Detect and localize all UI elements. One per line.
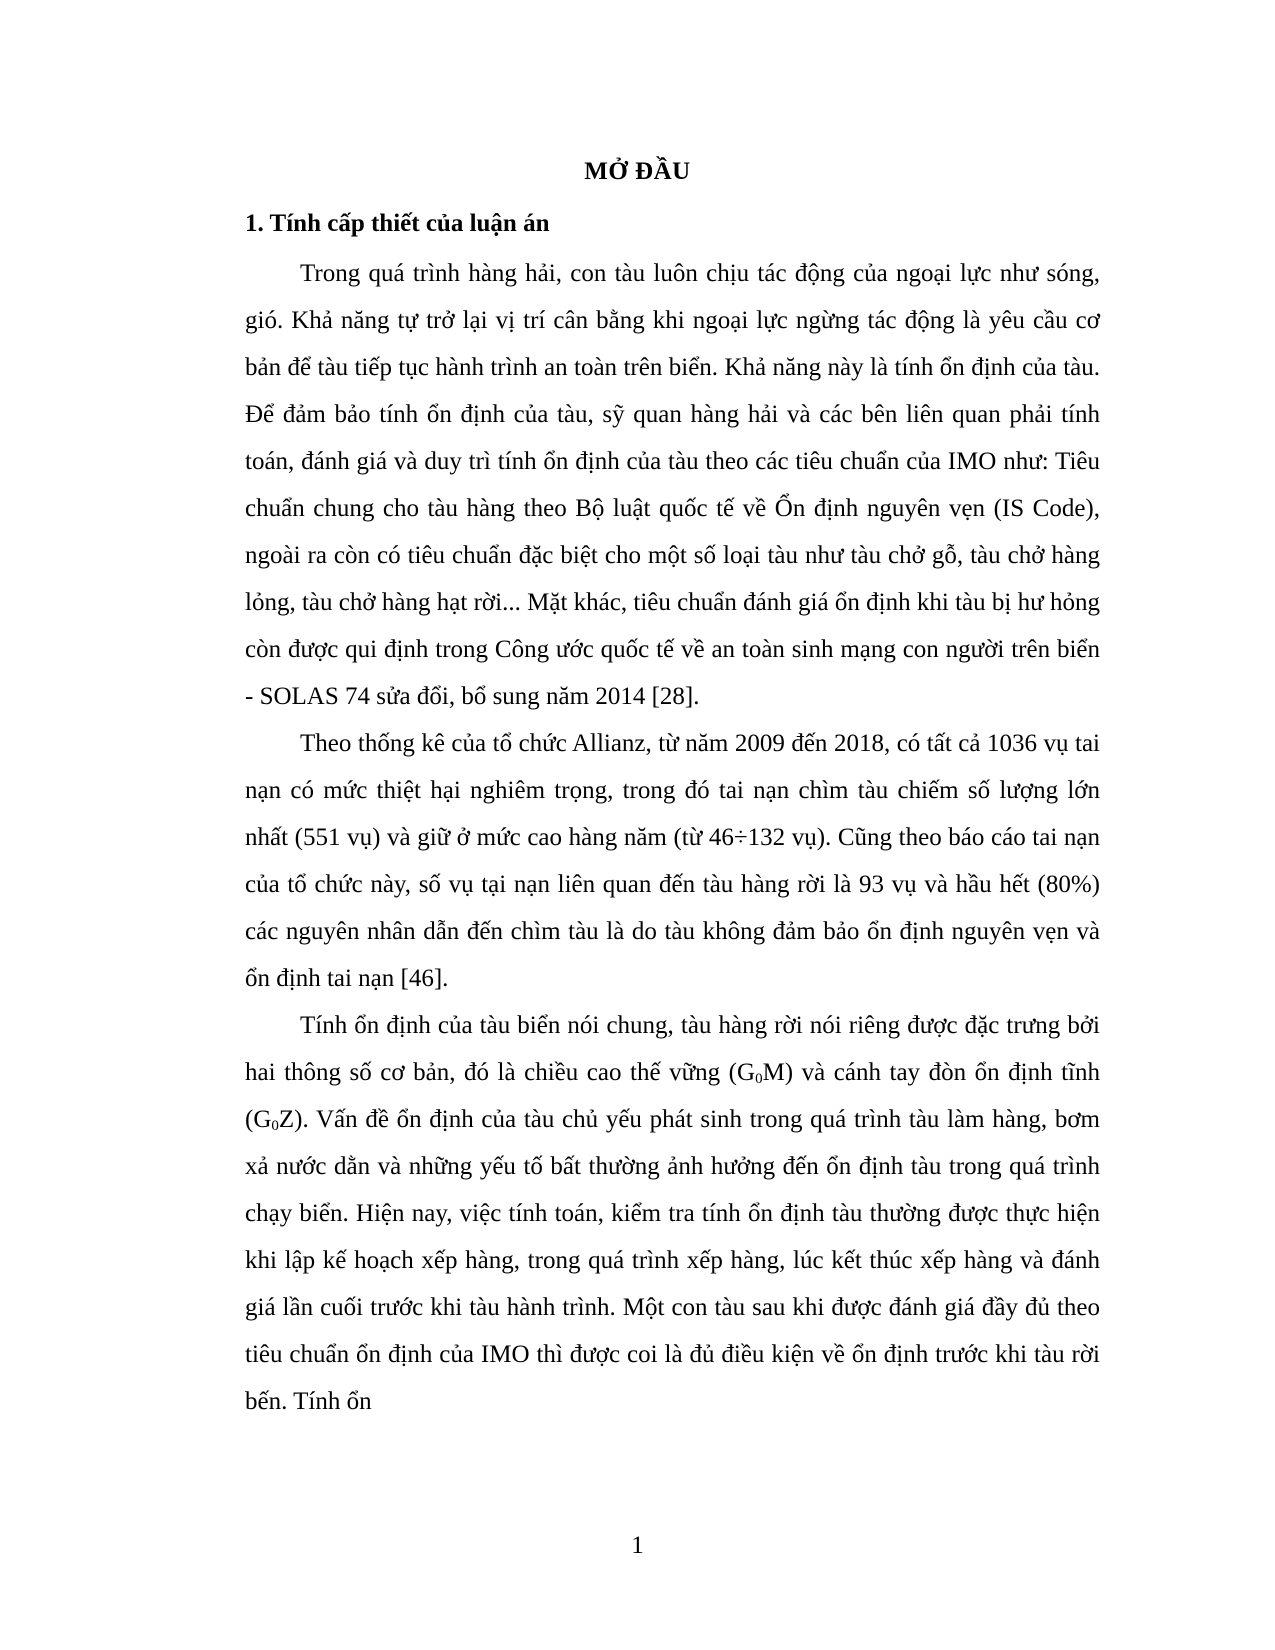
subscript-zero: 0	[755, 1071, 763, 1087]
paragraph-3-text-1: Tính ổn định của tàu biển nói chung, tàu hàng rời nói riêng được đặc trưng bởi hai thông số cơ bản, đó là chiều cao thế vững (G	[245, 1012, 1100, 1086]
page-number: 1	[631, 1532, 644, 1559]
subscript-zero: 0	[271, 1118, 279, 1134]
paragraph-1: Trong quá trình hàng hải, con tàu luôn chịu tác động của ngoại lực như sóng, gió. Khả năng tự trở lại vị trí cân bằng khi ngoại lực ngừng tác động là yêu cầu cơ bản để tàu tiếp tục hành trình an toàn trên biển. Khả năng này là tính ổn định của tàu. Để đảm bảo tính ổn định của tàu, sỹ quan hàng hải và các bên liên quan phải tính toán, đánh giá và duy trì tính ổn định của tàu theo các tiêu chuẩn của IMO như: Tiêu chuẩn chung cho tàu hàng theo Bộ luật quốc tế về Ổn định nguyên vẹn (IS Code), ngoài ra còn có tiêu chuẩn đặc biệt cho một số loại tàu như tàu chở gỗ, tàu chở hàng lỏng, tàu chở hàng hạt rời... Mặt khác, tiêu chuẩn đánh giá ổn định khi tàu bị hư hỏng còn được qui định trong Công ước quốc tế về an toàn sinh mạng con người trên biển - SOLAS 74 sửa đổi, bổ sung năm 2014 [28].	[245, 260, 1100, 710]
paragraph-3	[245, 1002, 1100, 1425]
section-heading: 1. Tính cấp thiết của luận án	[245, 210, 550, 237]
page-title: MỞ ĐẦU	[584, 158, 691, 185]
paragraph-2: Theo thống kê của tổ chức Allianz, từ năm 2009 đến 2018, có tất cả 1036 vụ tai nạn có mức thiệt hại nghiêm trọng, trong đó tai nạn chìm tàu chiếm số lượng lớn nhất (551 vụ) và giữ ở mức cao hàng năm (từ 46÷132 vụ). Cũng theo báo cáo tai nạn của tổ chức này, số vụ tại nạn liên quan đến tàu hàng rời là 93 vụ và hầu hết (80%) các nguyên nhân dẫn đến chìm tàu là do tàu không đảm bảo ổn định nguyên vẹn và ổn định tai nạn [46].	[245, 730, 1100, 992]
paragraph-3-text-2: M) và cánh tay đòn ổn định tĩnh (G	[245, 1059, 1100, 1133]
body-text	[245, 250, 1100, 1425]
paragraph-3-text-3: Z). Vấn đề ổn định của tàu chủ yếu phát sinh trong quá trình tàu làm hàng, bơm xả nước dằn và những yếu tố bất thường ảnh hưởng đến ổn định tàu trong quá trình chạy biển. Hiện nay, việc tính toán, kiểm tra tính ổn định tàu thường được thực hiện khi lập kế hoạch xếp hàng, trong quá trình xếp hàng, lúc kết thúc xếp hàng và đánh giá lần cuối trước khi tàu hành trình. Một con tàu sau khi được đánh giá đầy đủ theo tiêu chuẩn ổn định của IMO thì được coi là đủ điều kiện về ổn định trước khi tàu rời bến. Tính ổn	[245, 1106, 1100, 1415]
